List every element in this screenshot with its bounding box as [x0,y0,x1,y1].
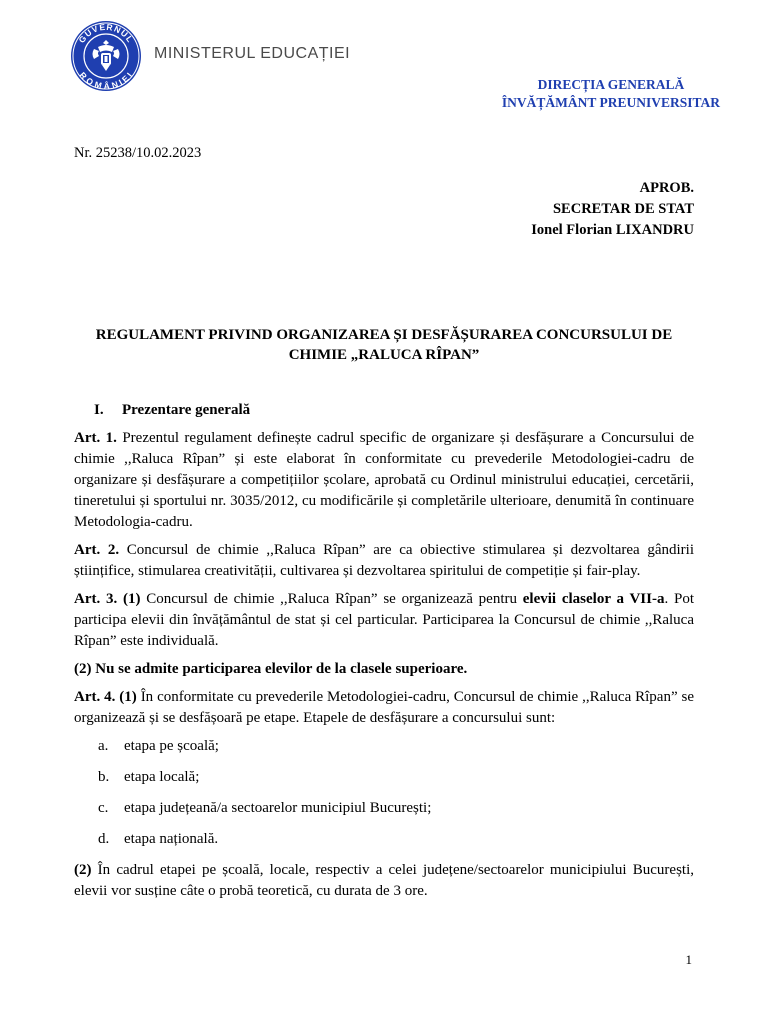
seal-icon [70,20,142,92]
directorate-line-2: ÎNVĂȚĂMÂNT PREUNIVERSITAR [501,95,720,110]
title-line-1: REGULAMENT PRIVIND ORGANIZAREA ȘI DESFĂȘURAREA CONCURSULUI DE [95,327,673,343]
list-item: d. etapa națională. [98,831,219,847]
government-seal-logo [70,20,142,92]
page-number: 1 [685,952,692,967]
directorate-line-1: DIRECȚIA GENERALĂ [537,77,685,92]
article-1-label: Art. 1. [74,430,117,446]
list-item: a. etapa pe școală; [98,738,219,754]
approval-line-2: SECRETAR DE STAT [552,201,694,217]
article-3-label: Art. 3. [74,591,118,607]
document-body [74,400,694,909]
article-3-text-1: Concursul de chimie ,,Raluca Rîpan” se organizează pentru [140,591,523,607]
section-title: Prezentare generală [122,402,251,418]
article-4-paragraph-1 [74,687,694,729]
article-3-paragraph-2: (2) Nu se admite participarea elevilor de la clasele superioare. [74,661,468,677]
article-2-text: Concursul de chimie ,,Raluca Rîpan” are ca obiective stimularea și dezvoltarea gândirii științifice, stimularea creativității, cultivarea și dezvoltarea spiritului de competiție și fair-play. [74,542,694,579]
section-heading [74,400,694,421]
article-4-p2-marker: (2) [74,862,92,878]
article-4-label: Art. 4. [74,689,116,705]
logo-ring-text-top: GUVERNUL [76,21,136,45]
title-line-2: CHIMIE „RALUCA RÎPAN” [288,347,480,363]
ministry-name: MINISTERUL EDUCAȚIEI [154,45,351,62]
directorate-heading [502,76,720,112]
article-3-p1-marker: (1) [123,591,141,607]
article-4-text-1: În conformitate cu prevederile Metodologiei-cadru, Concursul de chimie ,,Raluca Rîpan” se organizează și se desfășoară pe etape. Etapele de desfășurare a concursului sunt: [74,689,695,726]
logo-ring-text-bottom: ROMÂNIEI [77,69,135,92]
article-1-text: Prezentul regulament definește cadrul specific de organizare și desfășurare a Concursului de chimie ,,Raluca Rîpan” și este elaborat în conformitate cu prevederile Metodologiei-cadru de organizare și desfășurare a competițiilor școlare, aprobată cu Ordinul ministrului educației, cercetării, tineretului și sportului nr. 3035/2012, cu modificările și completările ulterioare, denumită în continuare Metodologia-cadru. [74,430,694,530]
registration-number: Nr. 25238/10.02.2023 [74,145,202,161]
article-4-text-2: În cadrul etapei pe școală, locale, respectiv a celei județene/sectoarelor municipiului București, elevii vor susține câte o probă teoretică, cu durata de 3 ore. [74,862,694,899]
list-item: b. etapa locală; [98,769,200,785]
article-2 [74,540,694,582]
article-3-bold-grade: elevii claselor a VII-a [522,591,665,607]
approval-line-1: APROB. [639,180,694,196]
document-title [74,325,694,365]
list-item: c. etapa județeană/a sectoarelor municipiul București; [98,800,432,816]
article-3-text-2: . Pot participa elevii din învățământul de stat și cel particular. Participarea la Concursul de chimie ,,Raluca Rîpan” este individuală. [74,591,694,649]
article-2-label: Art. 2. [74,542,120,558]
section-number: I. [94,402,104,418]
approval-block [531,178,694,241]
competition-stages-list [74,736,694,850]
article-4-p1-marker: (1) [119,689,137,705]
article-3-paragraph-1 [74,589,694,652]
approval-signatory: Ionel Florian LIXANDRU [531,222,694,238]
article-1 [74,428,694,533]
article-4-paragraph-2 [74,860,694,902]
